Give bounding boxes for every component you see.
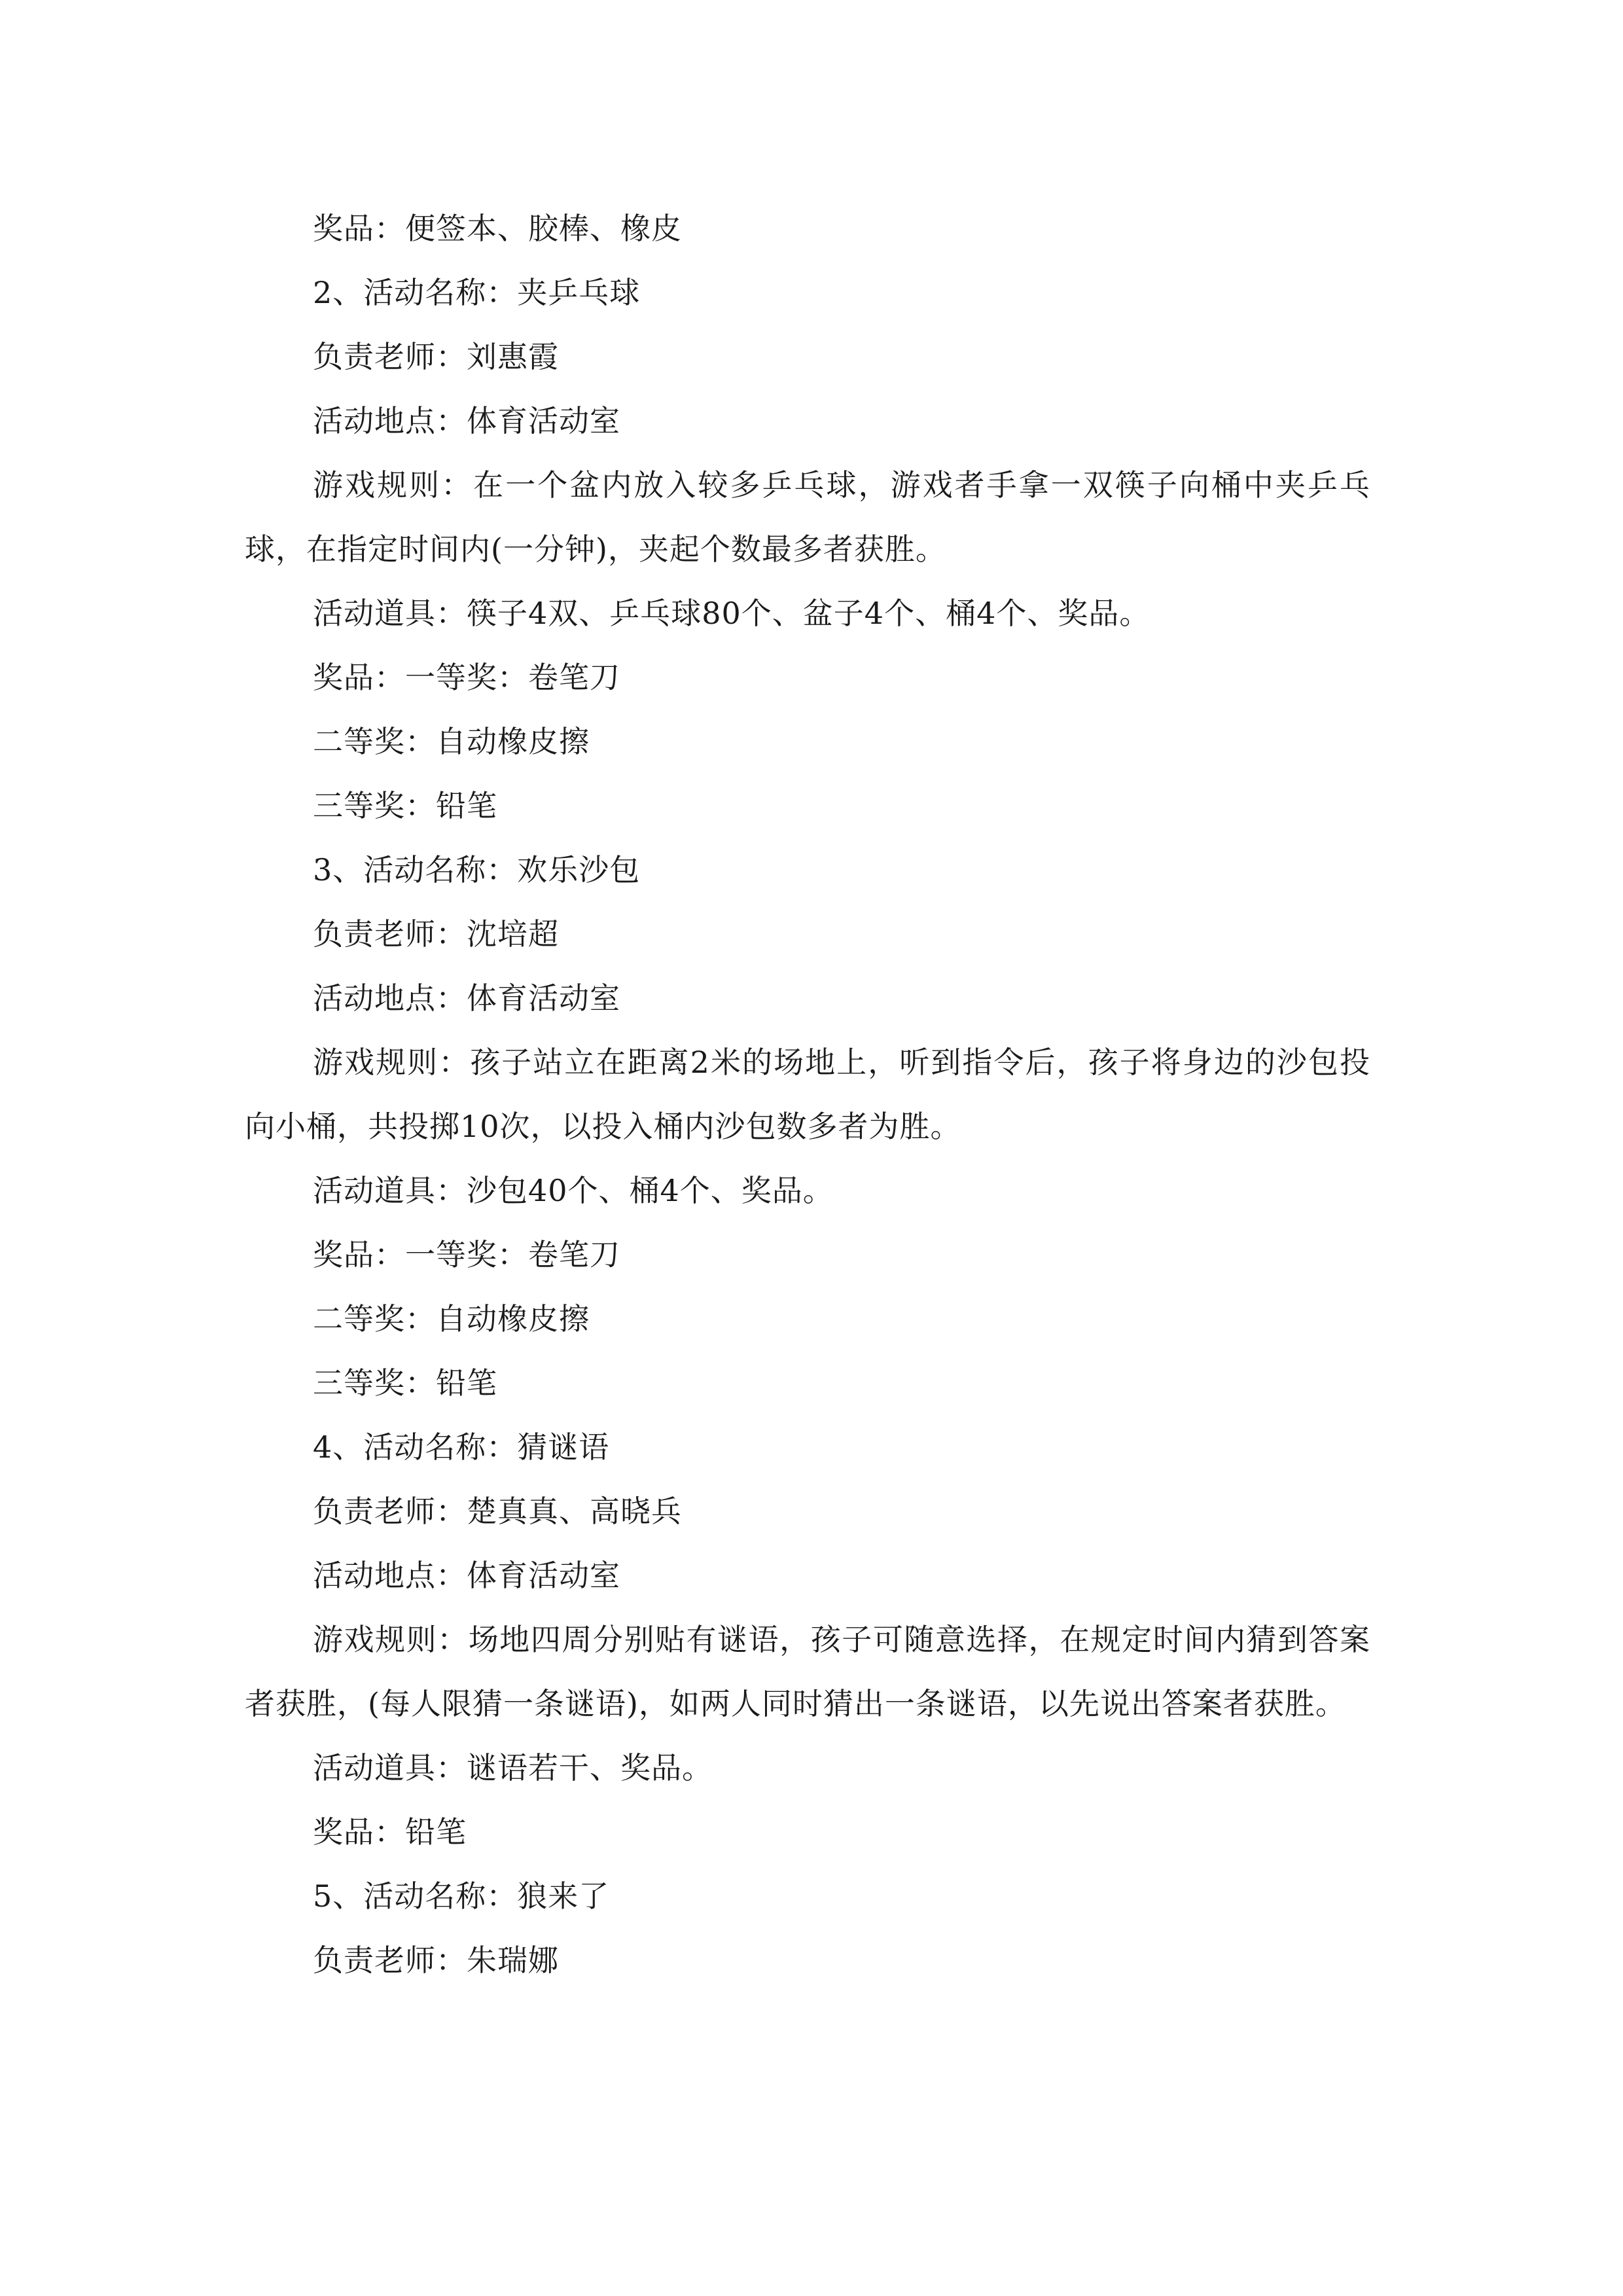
activity-2-prize-first: 奖品：一等奖：卷笔刀: [313, 660, 620, 695]
prize-line-1: 奖品：便签本、胶棒、橡皮: [313, 211, 682, 246]
activity-4-location: 活动地点：体育活动室: [313, 1558, 620, 1593]
document-body: [245, 196, 1370, 1992]
activity-5-teacher: 负责老师：朱瑞娜: [313, 1943, 559, 1978]
activity-2-prize-third: 三等奖：铅笔: [313, 788, 497, 823]
activity-4-teacher: 负责老师：楚真真、高晓兵: [313, 1494, 682, 1529]
activity-3-prize-third: 三等奖：铅笔: [313, 1365, 497, 1401]
activity-3-rules: 游戏规则：孩子站立在距离2米的场地上，听到指令后，孩子将身边的沙包投向小桶，共投掷10次，以投入桶内沙包数多者为胜。: [245, 1045, 1370, 1144]
activity-5-name: 5、活动名称：狼来了: [313, 1878, 610, 1914]
activity-2-prize-second: 二等奖：自动橡皮擦: [313, 724, 590, 759]
activity-3-prize-second: 二等奖：自动橡皮擦: [313, 1301, 590, 1336]
activity-3-location: 活动地点：体育活动室: [313, 980, 620, 1016]
activity-3-prize-first: 奖品：一等奖：卷笔刀: [313, 1237, 620, 1272]
activity-2-location: 活动地点：体育活动室: [313, 403, 620, 439]
activity-3-name: 3、活动名称：欢乐沙包: [313, 852, 641, 888]
activity-2-props: 活动道具：筷子4双、乒乓球80个、盆子4个、桶4个、奖品。: [313, 596, 1150, 631]
activity-4-name: 4、活动名称：猜谜语: [313, 1429, 610, 1465]
activity-4-rules: 游戏规则：场地四周分别贴有谜语，孩子可随意选择，在规定时间内猜到答案者获胜，(每人限猜一条谜语)，如两人同时猜出一条谜语，以先说出答案者获胜。: [245, 1622, 1370, 1721]
activity-4-prize: 奖品：铅笔: [313, 1814, 467, 1850]
activity-2-rules: 游戏规则：在一个盆内放入较多乒乓球，游戏者手拿一双筷子向桶中夹乒乓球，在指定时间内(一分钟)，夹起个数最多者获胜。: [245, 467, 1370, 567]
activity-3-teacher: 负责老师：沈培超: [313, 916, 559, 952]
activity-3-props: 活动道具：沙包40个、桶4个、奖品。: [313, 1173, 834, 1208]
activity-2-name: 2、活动名称：夹乒乓球: [313, 275, 641, 310]
activity-2-teacher: 负责老师：刘惠霞: [313, 339, 559, 374]
activity-4-props: 活动道具：谜语若干、奖品。: [313, 1750, 713, 1785]
